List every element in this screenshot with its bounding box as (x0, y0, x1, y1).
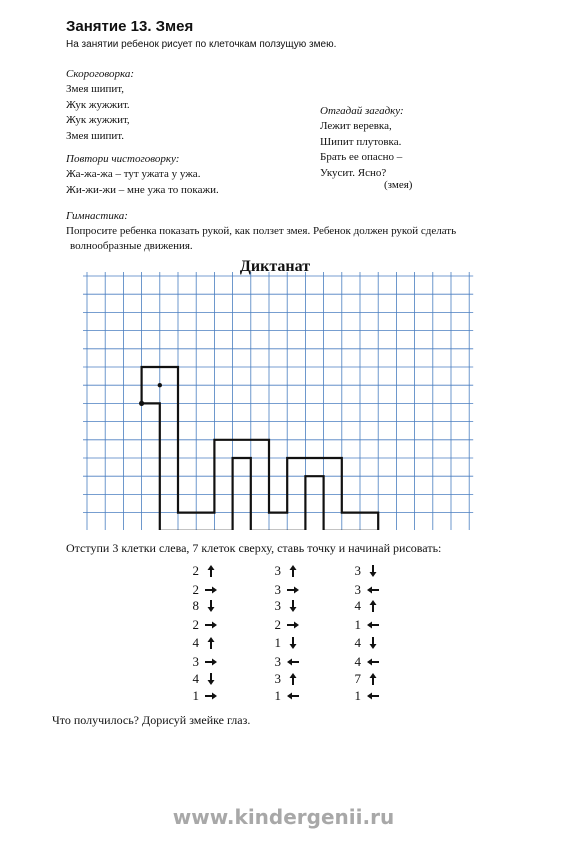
dictation-step (349, 654, 361, 669)
tongue-twister-text (66, 82, 130, 144)
verse-line: Шипит плутовка. (320, 135, 402, 148)
gymnastics-line: волнообразные движения. (70, 240, 193, 252)
step-count: 3 (274, 582, 281, 597)
step-count: 3 (274, 598, 281, 613)
step-count: 3 (354, 563, 361, 578)
dictation-title: Диктанат (239, 258, 311, 275)
arrow-left-icon (367, 655, 379, 669)
verse-line: Змея шипит. (66, 129, 125, 142)
arrow-right-icon (205, 689, 217, 703)
dictation-step (269, 635, 281, 650)
arrow-down-icon (287, 636, 299, 650)
dictation-step (187, 617, 199, 632)
step-count: 1 (274, 688, 281, 703)
arrow-left-icon (367, 618, 379, 632)
step-count: 4 (354, 635, 361, 650)
lesson-title: Занятие 13. Змея (66, 18, 194, 35)
arrow-left-icon (287, 689, 299, 703)
arrow-up-icon (205, 636, 217, 650)
dictation-step (187, 598, 199, 613)
pure-phrase-text (66, 167, 219, 198)
arrow-down-icon (205, 672, 217, 686)
drawing-grid[interactable] (83, 272, 479, 530)
dictation-step (187, 688, 199, 703)
step-count: 3 (274, 671, 281, 686)
step-count: 4 (354, 654, 361, 669)
lesson-intro: На занятии ребенок рисует по клеточкам ползущую змею. (66, 39, 337, 50)
snake-eye (158, 383, 162, 387)
arrow-up-icon (287, 564, 299, 578)
arrow-down-icon (287, 599, 299, 613)
riddle-label: Отгадай загадку: (320, 105, 404, 117)
arrow-right-icon (205, 618, 217, 632)
step-count: 3 (274, 654, 281, 669)
dictation-step (349, 688, 361, 703)
arrow-down-icon (367, 636, 379, 650)
arrow-left-icon (367, 583, 379, 597)
step-count: 3 (274, 563, 281, 578)
step-count: 2 (192, 582, 199, 597)
dictation-step (269, 582, 281, 597)
step-count: 1 (354, 688, 361, 703)
step-count: 4 (354, 598, 361, 613)
step-count: 7 (354, 671, 361, 686)
dictation-step (269, 563, 281, 578)
verse-line: Лежит веревка, (320, 120, 392, 132)
dictation-step (349, 617, 361, 632)
verse-line: Жук жужжит. (66, 98, 130, 111)
riddle-text (320, 119, 402, 181)
verse-line: Укусит. Ясно? (320, 166, 387, 179)
dictation-step (349, 635, 361, 650)
arrow-down-icon (205, 599, 217, 613)
step-count: 2 (274, 617, 281, 632)
pure-phrase-label: Повтори чистоговорку: (66, 153, 180, 165)
dictation-step (349, 563, 361, 578)
dictation-step (269, 671, 281, 686)
step-count: 8 (192, 598, 199, 613)
arrow-up-icon (205, 564, 217, 578)
dictation-step (187, 671, 199, 686)
dictation-instruction: Отступи 3 клетки слева, 7 клеток сверху, ставь точку и начинай рисовать: (66, 541, 442, 555)
snake-drawing (142, 367, 379, 530)
arrow-up-icon (367, 599, 379, 613)
arrow-up-icon (367, 672, 379, 686)
riddle-answer: (змея) (384, 179, 413, 191)
dictation-step (349, 671, 361, 686)
step-count: 4 (192, 635, 199, 650)
step-count: 2 (192, 563, 199, 578)
arrow-right-icon (205, 655, 217, 669)
arrow-left-icon (287, 655, 299, 669)
arrow-right-icon (287, 618, 299, 632)
arrow-right-icon (205, 583, 217, 597)
gymnastics-label: Гимнастика: (66, 210, 128, 222)
step-count: 3 (354, 582, 361, 597)
verse-line: Брать ее опасно – (320, 151, 403, 163)
dictation-step (349, 582, 361, 597)
step-count: 1 (192, 688, 199, 703)
dictation-step (269, 598, 281, 613)
final-question: Что получилось? Дорисуй змейке глаз. (52, 713, 251, 727)
dictation-step (187, 635, 199, 650)
step-count: 3 (192, 654, 199, 669)
verse-line: Жук жужжит, (66, 114, 130, 126)
dictation-step (269, 654, 281, 669)
step-count: 2 (192, 617, 199, 632)
watermark: www.kindergenii.ru (172, 805, 395, 829)
step-count: 4 (192, 671, 199, 686)
arrow-left-icon (367, 689, 379, 703)
step-count: 1 (274, 635, 281, 650)
arrow-up-icon (287, 672, 299, 686)
gymnastics-line: Попросите ребенка показать рукой, как ползет змея. Ребенок должен рукой сделать (66, 225, 457, 237)
dictation-step (187, 563, 199, 578)
dictation-step (269, 688, 281, 703)
tongue-twister-label: Скороговорка: (66, 68, 135, 80)
dictation-step (269, 617, 281, 632)
arrow-down-icon (367, 564, 379, 578)
verse-line: Жи-жи-жи – мне ужа то покажи. (66, 183, 219, 196)
start-point (139, 401, 144, 406)
step-count: 1 (354, 617, 361, 632)
verse-line: Жа-жа-жа – тут ужата у ужа. (66, 168, 201, 180)
dictation-step (187, 654, 199, 669)
dictation-step (349, 598, 361, 613)
arrow-right-icon (287, 583, 299, 597)
verse-line: Змея шипит, (66, 83, 125, 95)
dictation-step (187, 582, 199, 597)
